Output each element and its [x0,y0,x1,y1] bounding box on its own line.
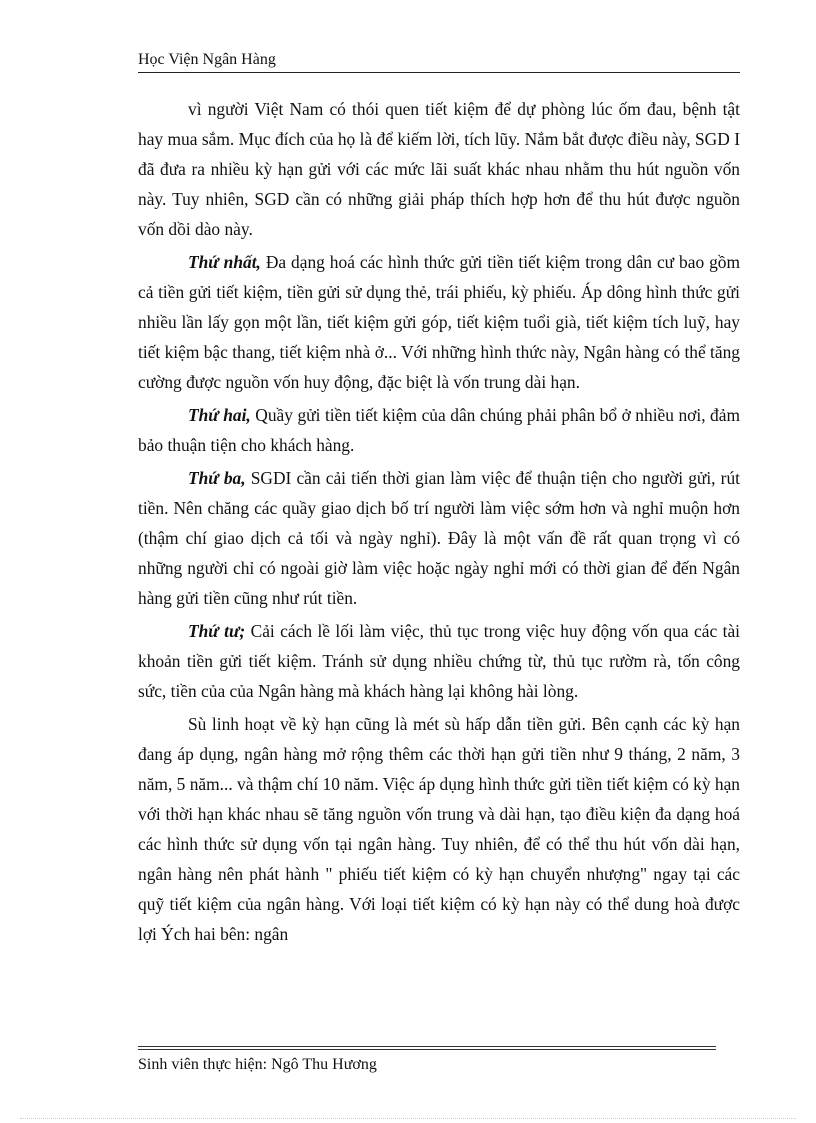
paragraph-text: Sù linh hoạt về kỳ hạn cũng là mét sù hấp dẫn tiền gửi. Bên cạnh các kỳ hạn đang áp dụng, ngân hàng mở rộng thêm các thời hạn gửi tiền như 9 tháng, 2 năm, 3 năm, 5 năm... và thậm chí 10 năm. Việc áp dụng hình thức gửi tiền tiết kiệm có kỳ hạn với thời hạn khác nhau sẽ tăng nguồn vốn trung và dài hạn, tạo điều kiện đa dạng hoá các hình thức sử dụng vốn tại ngân hàng. Tuy nhiên, để có thể thu hút vốn dài hạn, ngân hàng nên phát hành " phiếu tiết kiệm có kỳ hạn chuyển nhượng" ngay tại các quỹ tiết kiệm của ngân hàng. Với loại tiết kiệm có kỳ hạn này có thể dung hoà được lợi Ých hai bên: ngân [138,714,740,944]
paragraph-lead: Thứ ba, [188,468,246,488]
paragraph [138,400,740,460]
page-edge-divider [20,1118,796,1119]
paragraph [138,94,740,244]
paragraph-text: Cải cách lề lối làm việc, thủ tục trong việc huy động vốn qua các tài khoản tiền gửi tiết kiệm. Tránh sử dụng nhiều chứng từ, thủ tục rườm rà, tốn công sức, tiền của của Ngân hàng mà khách hàng lại không hài lòng. [138,621,740,701]
footer-text: Sinh viên thực hiện: Ngô Thu Hương [138,1056,377,1073]
paragraph-text: vì người Việt Nam có thói quen tiết kiệm để dự phòng lúc ốm đau, bệnh tật hay mua sắm. Mục đích của họ là để kiếm lời, tích lũy. Nắm bắt được điều này, SGD I đã đưa ra nhiều kỳ hạn gửi với các mức lãi suất khác nhau nhằm thu hút nguồn vốn này. Tuy nhiên, SGD cần có những giải pháp thích hợp hơn để thu hút được nguồn vốn dồi dào này. [138,99,740,239]
paragraph-text: SGDI cần cải tiến thời gian làm việc để thuận tiện cho người gửi, rút tiền. Nên chăng các quầy giao dịch bố trí người làm việc sớm hơn và nghỉ muộn hơn (thậm chí giao dịch cả tối và ngày nghỉ). Đây là một vấn đề rất quan trọng vì có những người chỉ có ngoài giờ làm việc hoặc ngày nghỉ mới có thời gian để đến Ngân hàng gửi tiền cũng như rút tiền. [138,468,740,608]
paragraph [138,247,740,397]
paragraph [138,463,740,613]
paragraph [138,709,740,949]
paragraph-lead: Thứ nhất, [188,252,261,272]
page-header [138,50,740,73]
page-footer [138,1055,377,1075]
paragraph-text: Quầy gửi tiền tiết kiệm của dân chúng phải phân bổ ở nhiều nơi, đảm bảo thuận tiện cho khách hàng. [138,405,740,455]
paragraph-text: Đa dạng hoá các hình thức gửi tiền tiết kiệm trong dân cư bao gồm cả tiền gửi tiết kiệm, tiền gửi sử dụng thẻ, trái phiếu, kỳ phiếu. Áp dông hình thức gửi nhiều lần lấy gọn một lần, tiết kiệm gửi góp, tiết kiệm tuổi già, tiết kiệm tích luỹ, hay tiết kiệm bậc thang, tiết kiệm nhà ở... Với những hình thức này, Ngân hàng có thể tăng cường được nguồn vốn huy động, đặc biệt là vốn trung dài hạn. [138,252,740,392]
footer-divider [138,1046,716,1050]
header-title: Học Viện Ngân Hàng [138,51,276,68]
paragraph-lead: Thứ hai, [188,405,251,425]
paragraph-lead: Thứ tư; [188,621,246,641]
body-text [138,94,740,952]
paragraph [138,616,740,706]
